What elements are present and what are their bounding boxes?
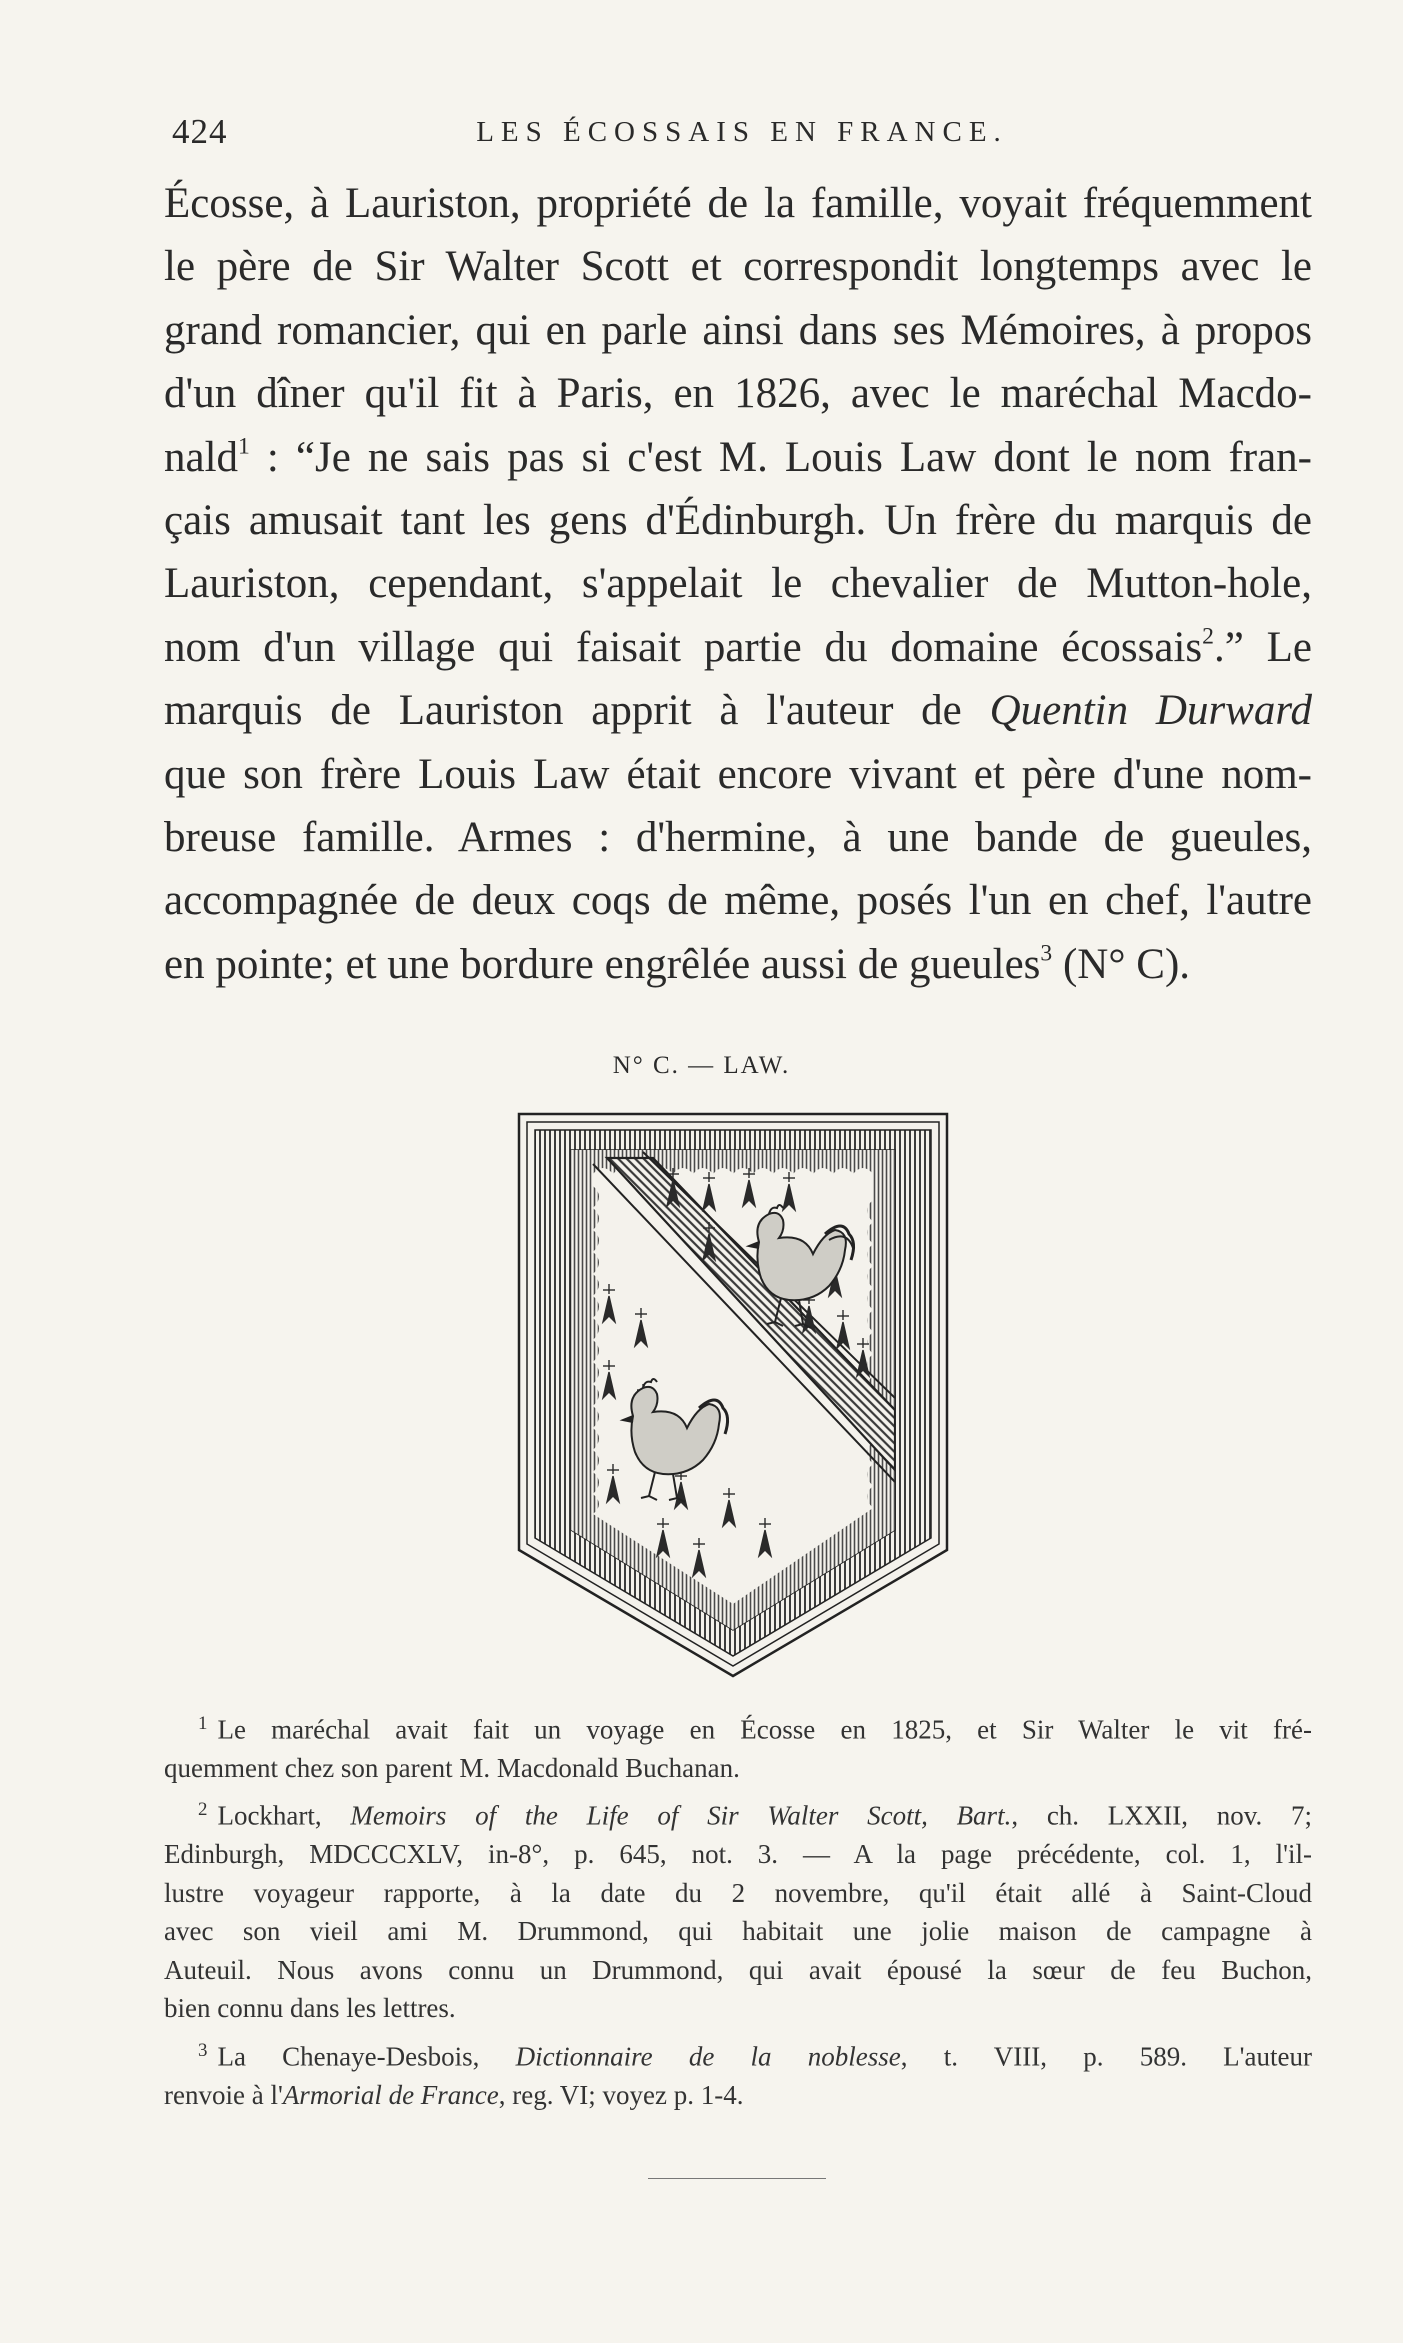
text-line: accompagnée de deux coqs de même, posés l'un en chef, l'autre (164, 877, 1312, 925)
text-line (164, 616, 1312, 679)
footnote-ref-3: 3 (1040, 940, 1053, 967)
bottom-rule (648, 2178, 826, 2179)
footnote-line: quemment chez son parent M. Macdonald Buchanan. (164, 1752, 740, 1783)
text-line: grand romancier, qui en parle ainsi dans ses Mémoires, à propos (164, 306, 1312, 354)
footnote-line (164, 1791, 1312, 1835)
text-line: Écosse, à Lauriston, propriété de la famille, voyait fréquemment (164, 180, 1312, 227)
text-line: que son frère Louis Law était encore vivant et père d'une nom- (164, 750, 1312, 798)
text-line (164, 679, 1312, 742)
text-line (164, 426, 1312, 489)
text-segment: (N° C). (1052, 940, 1191, 988)
book-title-italic: Dictionnaire de la noblesse (515, 2041, 901, 2072)
shield-icon (513, 1110, 953, 1680)
footnote-line (164, 1705, 1312, 1749)
footnote-line: Auteuil. Nous avons connu un Drummond, qui avait épousé la sœur de feu Buchon, (164, 1954, 1312, 1985)
text-segment: Le maréchal avait fait un voyage en Écosse en 1825, et Sir Walter le vit fré- (217, 1714, 1312, 1745)
footnote-line (164, 2032, 1312, 2076)
text-segment: , t. VIII, p. 589. L'auteur (900, 2041, 1312, 2072)
footnote-line: Edinburgh, MDCCCXLV, in-8°, p. 645, not. 3. — A la page précédente, col. 1, l'il- (164, 1839, 1312, 1870)
text-segment: nald (164, 433, 239, 481)
footnote-marker: 1 (198, 1713, 208, 1734)
text-segment: , reg. VI; voyez p. 1-4. (498, 2079, 744, 2110)
text-line: breuse famille. Armes : d'hermine, à une bande de gueules, (164, 814, 1312, 862)
text-segment: , ch. LXXII, nov. 7; (1011, 1800, 1312, 1831)
page-number: 424 (172, 112, 228, 151)
text-line (164, 933, 1312, 996)
footnote-marker: 3 (198, 2039, 208, 2061)
footnote-1 (164, 1705, 1312, 1787)
footnote-ref-1: 1 (238, 432, 250, 459)
text-segment: en pointe; et une bordure engrêlée aussi de gueules (164, 940, 1041, 988)
text-line: d'un dîner qu'il fit à Paris, en 1826, avec le maréchal Macdo- (164, 370, 1312, 418)
text-segment: .” Le (1213, 623, 1312, 671)
footnote-3 (164, 2032, 1312, 2114)
book-title-italic: Memoirs of the Life of Sir Walter Scott, Bart. (350, 1800, 1012, 1831)
running-head (172, 112, 1312, 156)
text-segment: renvoie à l' (164, 2079, 283, 2110)
text-segment: Lockhart, (217, 1800, 351, 1831)
footnote-line (164, 2076, 1312, 2115)
book-title-italic: Quentin Durward (989, 687, 1312, 735)
text-line: le père de Sir Walter Scott et correspondit longtemps avec le (164, 243, 1312, 291)
text-segment: nom d'un village qui faisait partie du domaine écossais (164, 623, 1203, 671)
figure-caption: N° C. — LAW. (612, 1052, 791, 1079)
footnote-line: avec son vieil ami M. Drummond, qui habitait une jolie maison de campagne à (164, 1916, 1312, 1947)
text-segment: La Chenaye-Desbois, (217, 2041, 516, 2072)
text-segment: marquis de Lauriston apprit à l'auteur de (164, 687, 990, 735)
main-text (164, 172, 1312, 996)
footnote-ref-2: 2 (1202, 623, 1214, 650)
footnotes (164, 1705, 1312, 2118)
footnote-marker: 2 (198, 1799, 208, 1821)
text-line: Lauriston, cependant, s'appelait le chevalier de Mutton-hole, (164, 560, 1312, 608)
footnote-line: lustre voyageur rapporte, à la date du 2 novembre, qu'il était allé à Saint-Cloud (164, 1877, 1312, 1908)
coat-of-arms-illustration (513, 1110, 953, 1680)
book-title-italic: Armorial de France (282, 2079, 499, 2110)
footnote-2 (164, 1791, 1312, 2027)
footnote-line: bien connu dans les lettres. (164, 1993, 456, 2024)
text-segment: : “Je ne sais pas si c'est M. Louis Law dont le nom fran- (249, 433, 1312, 481)
running-title: LES ÉCOSSAIS EN FRANCE. (476, 116, 1008, 148)
text-line: çais amusait tant les gens d'Édinburgh. Un frère du marquis de (164, 497, 1312, 545)
